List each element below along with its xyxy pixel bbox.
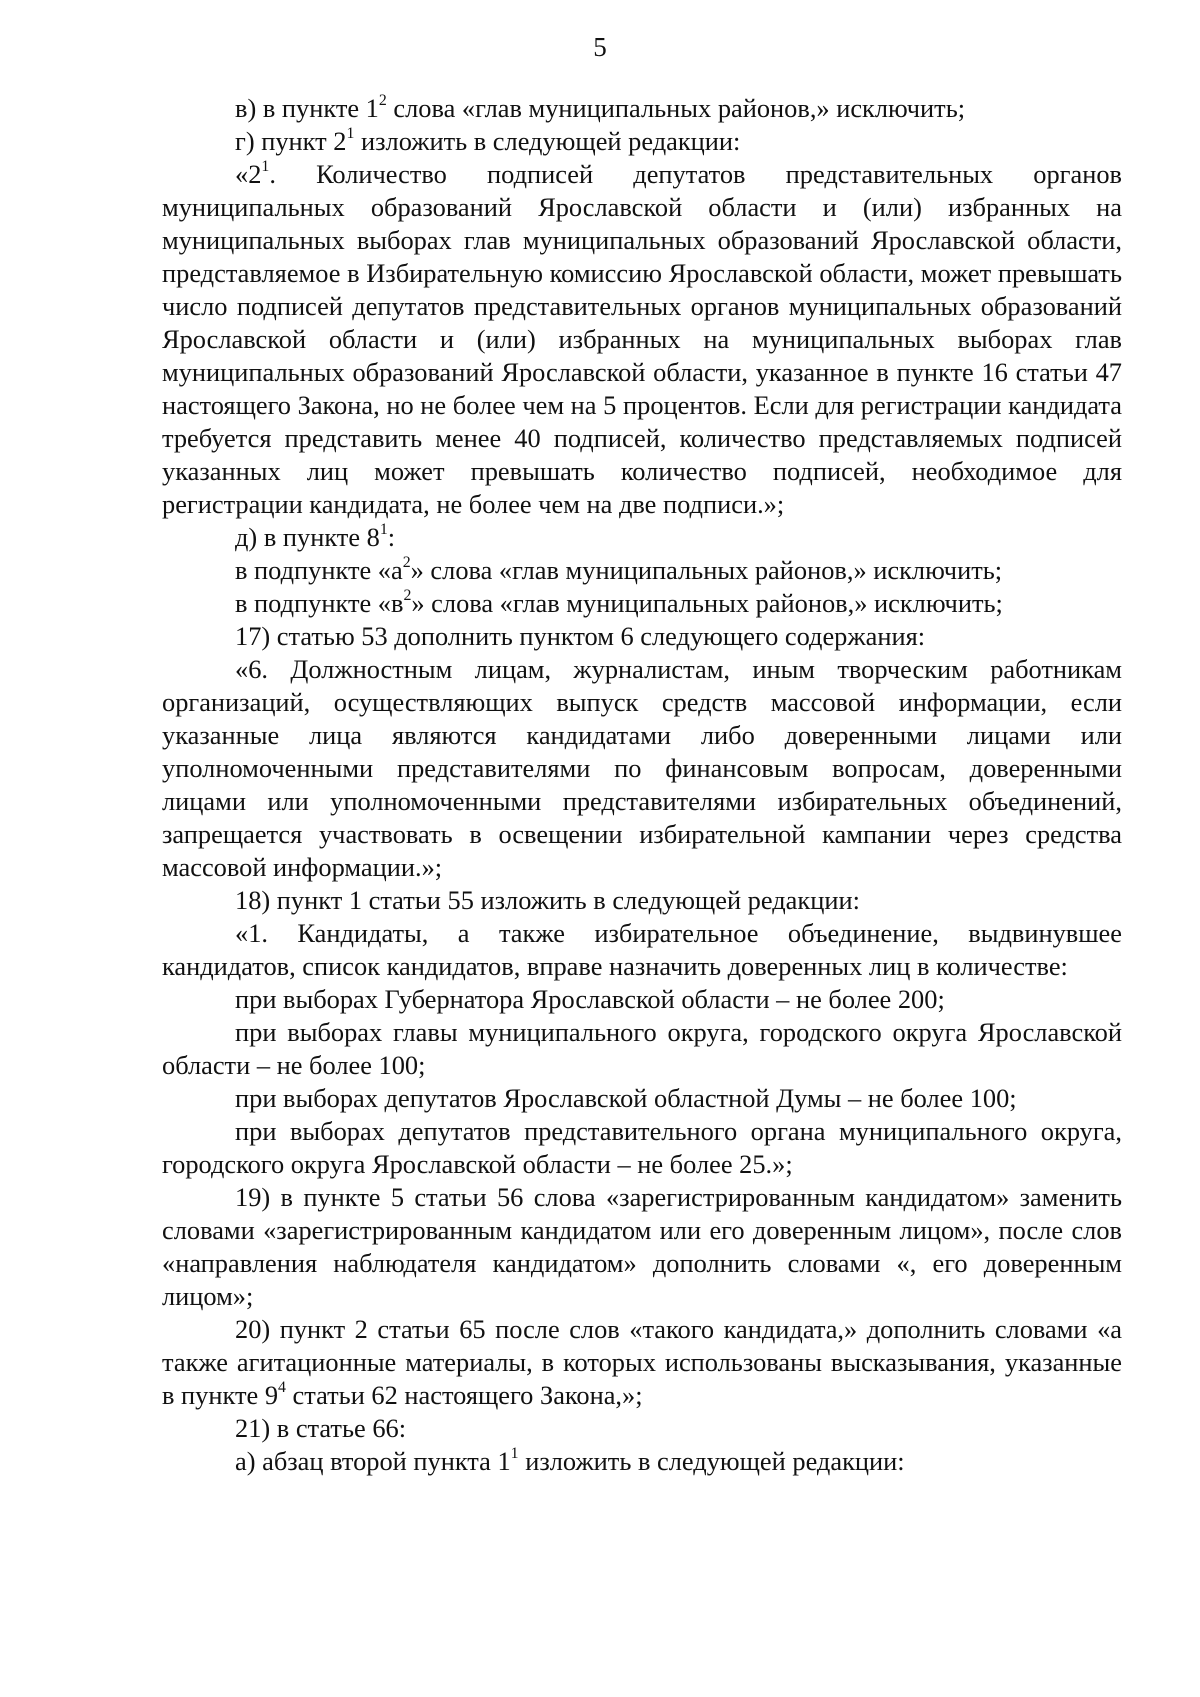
paragraph: «$2^1$. Количество подписей депутатов представительных органов муниципальных образований Ярославской области и (или) избранных на муниципальных выборах глав муниципальных образований Ярославской области, представляемое в Избирательную комиссию Ярославской области, может превышать число подписей депутатов представительных органов муниципальных образований Ярославской области и (или) избранных на муниципальных выборах глав муниципальных образований Ярославской области, указанное в пункте 16 статьи 47 настоящего Закона, но не более чем на 5 процентов. Если для регистрации кандидата требуется представить менее 40 подписей, количество представляемых подписей указанных лиц может превышать количество подписей, необходимое для регистрации кандидата, не более чем на две подписи.»; (162, 157, 1122, 519)
paragraph: д) в пункте $8^1$: (235, 520, 396, 552)
paragraph: г) пункт $2^1$ изложить в следующей редакции: (235, 124, 741, 156)
paragraph: в подпункте «$а^2$» слова «глав муниципальных районов,» исключить; (235, 553, 1003, 585)
paragraph: в) в пункте $1^2$ слова «глав муниципальных районов,» исключить; (235, 91, 966, 123)
paragraph: 18) пункт 1 статьи 55 изложить в следующей редакции: (235, 885, 860, 915)
paragraph: 19) в пункте 5 статьи 56 слова «зарегистрированным кандидатом» заменить словами «зарегистрированным кандидатом или его доверенным лицом», после слов «направления наблюдателя кандидатом» дополнить словами «, его доверенным лицом»; (162, 1182, 1122, 1311)
document-body (162, 92, 1122, 1478)
paragraph: 17) статью 53 дополнить пунктом 6 следующего содержания: (235, 621, 926, 651)
paragraph: а) абзац второй пункта $1^1$ изложить в следующей редакции: (235, 1444, 905, 1476)
page-number: 5 (593, 32, 607, 62)
paragraph: при выборах депутатов Ярославской областной Думы – не более 100; (235, 1083, 1017, 1113)
paragraph: 21) в статье 66: (235, 1413, 407, 1443)
paragraph: «1. Кандидаты, а также избирательное объединение, выдвинувшее кандидатов, список кандидатов, вправе назначить доверенных лиц в количестве: (162, 918, 1122, 981)
paragraph: 20) пункт 2 статьи 65 после слов «такого кандидата,» дополнить словами «а также агитационные материалы, в которых использованы высказывания, указанные в пункте $9^4$ статьи 62 настоящего Закона,»; (162, 1314, 1122, 1410)
paragraph: «6. Должностным лицам, журналистам, иным творческим работникам организаций, осуществляющих выпуск средств массовой информации, если указанные лица являются кандидатами либо доверенными лицами или уполномоченными представителями по финансовым вопросам, доверенными лицами или уполномоченными представителями избирательных объединений, запрещается участвовать в освещении избирательной кампании через средства массовой информации.»; (162, 654, 1122, 882)
paragraph: при выборах Губернатора Ярославской области – не более 200; (235, 984, 945, 1014)
paragraph: в подпункте «$в^2$» слова «глав муниципальных районов,» исключить; (235, 586, 1003, 618)
paragraph: при выборах депутатов представительного органа муниципального округа, городского округа Ярославской области – не более 25.»; (162, 1116, 1122, 1179)
paragraph: при выборах главы муниципального округа, городского округа Ярославской области – не более 100; (162, 1017, 1122, 1080)
